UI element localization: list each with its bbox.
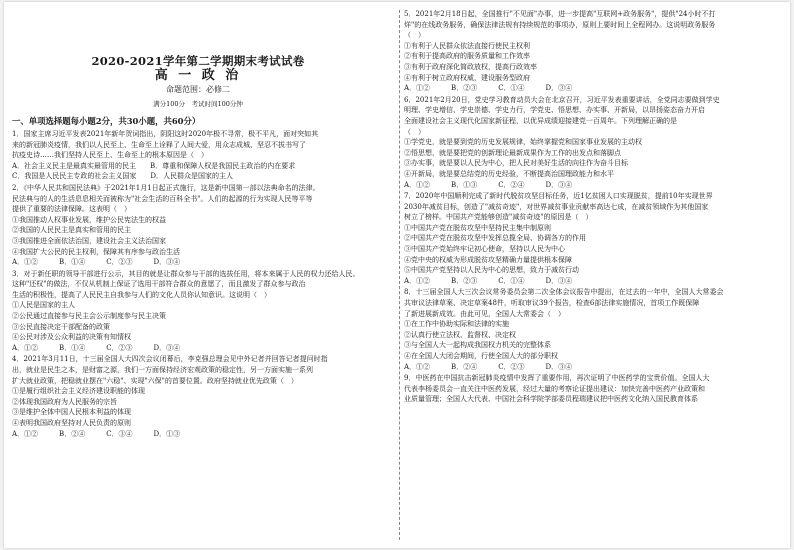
answer-option: A．①② B．①④ C．②③ D．③④ <box>12 343 181 352</box>
answer-option: ②我国的人民民主是真实和管用的民主 <box>12 226 131 235</box>
question-stem-line: 6．2021年2月20日，党史学习教育动员大会在北京召开，习近平发表重要讲话，全党同志要做到学史 <box>404 95 720 104</box>
question-stem-line: 业质量管理；全国人大代表、中国社会科学院学部委员程瑞建议把中医药文化纳入国民教育体系 <box>404 395 698 404</box>
question <box>12 183 384 268</box>
question <box>404 95 776 190</box>
question <box>12 129 384 182</box>
answer-option: A．①② B．②④ C．③④ D．①③ <box>12 429 181 438</box>
question-stem-line: 7．2020年中国顺利完成了新时代脱贫攻坚目标任务，近1亿贫困人口实现脱贫，提前10年实现世界 <box>404 192 713 201</box>
question-stem-line: 3．对于新任职的领导干部进行公示，其目的就是让群众参与干部的选拔任用，将本来属于人民的权力还给人民。 <box>12 269 360 278</box>
answer-option: ④有利于树立政府权威，建设服务型政府 <box>404 73 530 82</box>
exam-page <box>4 2 790 548</box>
answer-option: ②悟思想，就是要把党的创新理论最新成果作为工作的出发点和落脚点 <box>404 148 621 157</box>
question-stem-line: 生活的积极性，提高了人民民主自我参与人们的文化人员你认知意识。这说明（ ） <box>12 290 271 299</box>
question-stem-line: 2030年减贫目标，创造了"减贫奇迹"，对世界减贫事业贡献率高达七成，在减贫领域作为其他国家 <box>404 202 709 211</box>
answer-option: ①是履行组织社会主义经济建设职能的体现 <box>12 387 145 396</box>
question-stem-line: 烊"的在线政务服务，确保法律法规有持续规范的事项办，原则上要时间上全程网办。这说明政务服务 <box>404 20 716 29</box>
question-stem-line: 出，就业是民生之本，是财富之源，我们一方面保持经济宏观政策的稳定性，另一方面实施一系列 <box>12 366 313 375</box>
question-stem-line: 明理、学史增信、学史崇德、学史力行，学党史、悟思想、办实事、开新局，以昂扬姿态奋力开启 <box>404 106 705 115</box>
right-question-list <box>404 9 776 405</box>
question <box>404 373 776 405</box>
question-stem-line: 共审议法律草案、决定草案48件，听取审议39个报告，检查6部法律实施情况，首项工作既保障 <box>404 299 700 308</box>
question-stem-line: 8．十三届全国人大三次会议常务委员会第二次全体会议报告中提出，在过去的一年中，全国人大常委会 <box>404 288 724 297</box>
answer-option: A．①② B．②④ C．②③ D．③④ <box>404 362 573 371</box>
answer-option: C．我国是人民民主专政的社会主义国家 D．人民群众是国家的主人 <box>12 172 233 181</box>
answer-option: ③有利于政府深化简政放权，提高行政效率 <box>404 62 537 71</box>
answer-option: ③中国共产党始终牢记初心使命，坚持以人民为中心 <box>404 245 565 254</box>
question-stem-line: 树立了榜样。中国共产党能够创造"减贫奇迹"的原因是（ ） <box>404 213 593 222</box>
answer-option: ④党中央的权威为形成脱贫攻坚精确力量提供根本保障 <box>404 255 572 264</box>
column-divider <box>399 10 401 540</box>
answer-option: ②公民通过直接参与民主会公示制度参与民主决策 <box>12 312 166 321</box>
question-stem-line: 扩大就业政策，把稳就业摆在"六稳"、实现"六保"的首要位置。政府坚持就业优先政策（ ） <box>12 376 298 385</box>
answer-option: ①有利于人民群众依法直接行使民主权利 <box>404 41 530 50</box>
question-stem-line: 这种"还权"的做法，不仅从机制上保证了选用干部符合群众的意愿了，而且激发了群众参与政治 <box>12 280 306 289</box>
left-column <box>12 8 384 439</box>
question-stem-line: 提供了重要的法律保障。这表明（ ） <box>12 205 131 214</box>
answer-option: ④公民对涉及公众利益的决策有知情权 <box>12 333 131 342</box>
answer-option: ③我国推进全面依法治国，建设社会主义法治国家 <box>12 236 166 245</box>
answer-option: A．①② B．①③ C．②④ D．③④ <box>404 180 573 189</box>
right-column <box>404 8 776 405</box>
question-stem-line: （ ） <box>404 31 425 40</box>
answer-option: ③办实事，就是要以人民为中心，把人民对美好生活的向往作为奋斗目标 <box>404 159 628 168</box>
question-stem-line: 全面建设社会主义现代化国家新征程，以优异成绩迎接建党一百周年。下列理解正确的是 <box>404 116 677 125</box>
question-stem-line: 来的新冠肺炎疫情，我们以人民至上、生命至上诠释了人间大爱，用众志成城、坚忍不拔书写了 <box>12 140 306 149</box>
question-stem-line: 4．2021年3月11日，十三届全国人大四次会议闭幕后，李克强总理会见中外记者并回答记者提问时指 <box>12 355 328 364</box>
answer-option: ①在工作中协助实际和法律的实施 <box>404 320 509 329</box>
answer-option: ③是维护全体中国人民根本利益的体现 <box>12 408 131 417</box>
exam-score-time: 满分100分 考试时间100分钟 <box>153 99 243 108</box>
answer-option: ⑤中国共产党坚持以人民为中心的思想，致力于减贫行动 <box>404 266 579 275</box>
answer-option: A．①② B．②③ C．①④ D．③④ <box>404 276 573 285</box>
question <box>404 287 776 372</box>
question-stem-line: 了新进展新成效。由此可见，全国人大常委会（ ） <box>404 309 565 318</box>
exam-title: 2020-2021学年第二学期期末考试试卷 <box>91 54 305 68</box>
question <box>12 269 384 354</box>
question-stem-line: 2．《中华人民共和国民法典》于2021年1月1日起正式施行，这是新中国第一部以法典命名的法律。 <box>12 183 320 192</box>
answer-option: ③与全国人大一起构成我国权力机关的完整体系 <box>404 341 551 350</box>
answer-option: ①我国推动人权事业发展，维护公民宪法生的权益 <box>12 215 166 224</box>
exam-scope: 命题范围：必修二 <box>166 85 230 95</box>
answer-option: ②有利于提高政府的服务质量和工作效率 <box>404 52 530 61</box>
answer-option: ④在全国人大闭会期间，行使全国人大的部分职权 <box>404 352 558 360</box>
section-heading: 一、单项选择题每小题2分，共30小题，共60分） <box>12 116 201 127</box>
question-stem-line: （ ） <box>404 127 425 136</box>
question <box>404 191 776 286</box>
answer-option: ②中国共产党在脱贫攻坚中发挥总揽全局、协调各方的作用 <box>404 234 586 243</box>
answer-option: A．社会主义民主是最真实最管用的民主 B．尊重和保障人权是我国民主政治的内在要求 <box>12 161 296 170</box>
answer-option: ②体现我国政府为人民服务的宗旨 <box>12 397 117 406</box>
question-stem-line: 5．2021年2月18日起，全国推行"不见面"办事，进一步提高"互联网+政务服务"，提供"24小时不打 <box>404 10 716 18</box>
answer-option: ④我国扩大公民的民主权利，保障其有序参与政治生活 <box>12 247 180 256</box>
question-stem-line: 9．中医药在中国抗击新冠肺炎疫情中发挥了重要作用，再次证明了中医药学的宝贵价值。全国人大 <box>404 374 710 383</box>
question-stem-line: 代表李杨委员会一直关注中医药发展，经过大量的考察论证提出建议：加快完善中医药产业政策和 <box>404 384 705 393</box>
question <box>404 9 776 94</box>
question-stem-line: 民法典与的人的生活息息相关而被称为"社会生活的百科全书"。人们的起源的行为实现人民等平等 <box>12 194 313 203</box>
answer-option: ④开新局，就是要总结党的历史经验，不断提高治国理政能力和水平 <box>404 169 614 178</box>
answer-option: ①学党史，就是要到党的历史发展规律，始终掌握党和国家事业发展的主动权 <box>404 138 642 147</box>
answer-option: ③公民直接决定干部配备的政策 <box>12 322 110 331</box>
left-question-list <box>12 129 384 439</box>
answer-option: ①中国共产党在脱贫攻坚中坚持民主集中制原则 <box>404 223 551 232</box>
answer-option: ②认真行使立法权、监督权、决定权 <box>404 330 516 339</box>
answer-option: ④表明我国政府坚持对人民负责的原则 <box>12 419 131 427</box>
answer-option: ①人民是国家的主人 <box>12 301 75 310</box>
question <box>12 354 384 439</box>
answer-option: A．①② B．②③ C．①④ D．③④ <box>404 84 573 93</box>
answer-option: A．①② B．①④ C．②③ D．③④ <box>12 258 181 267</box>
question-stem-line: 抗疫史诗……我们坚持人民至上、生命至上的根本原因是（ ） <box>12 151 208 160</box>
exam-subject: 高 一 政 治 <box>154 67 242 83</box>
question-stem-line: 1．国家主席习近平发表2021年新年贺词指出，阴阳这时2020年极不寻常，极不平凡，面对突如其 <box>12 129 319 138</box>
